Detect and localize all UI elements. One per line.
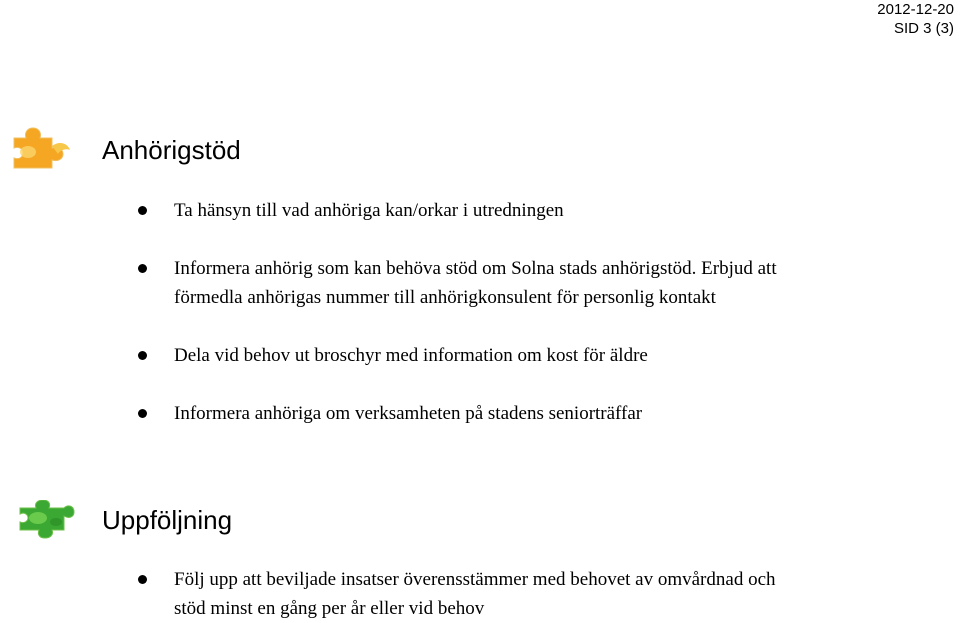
section-heading-uppfoljning: Uppföljning <box>102 505 233 535</box>
list-item <box>0 254 786 312</box>
document-date: 2012-12-20 <box>877 1 954 18</box>
list-item <box>0 196 786 225</box>
bullet-icon <box>138 351 147 360</box>
bullet-icon <box>138 409 147 418</box>
list-item <box>0 341 786 370</box>
green-puzzle-piece-icon <box>16 500 76 540</box>
list-item-text: Informera anhörig som kan behöva stöd om Solna stads anhörigstöd. Erbjud att förmedla anhörigas nummer till anhörigkonsulent för personlig kontakt <box>174 258 777 308</box>
bullet-icon <box>138 264 147 273</box>
page-number: SID 3 (3) <box>893 20 954 37</box>
list-item-text: Dela vid behov ut broschyr med information om kost för äldre <box>174 345 648 366</box>
list-item <box>0 565 786 623</box>
page-header-meta <box>877 0 954 38</box>
section-heading-anhorigstod: Anhörigstöd <box>102 135 241 165</box>
list-item-text: Informera anhöriga om verksamheten på stadens seniorträffar <box>174 403 643 424</box>
list-item <box>0 399 786 428</box>
uppfoljning-list <box>0 565 786 623</box>
bullet-icon <box>138 575 147 584</box>
anhorigstod-list <box>0 196 786 428</box>
bullet-icon <box>138 206 147 215</box>
list-item-text: Följ upp att beviljade insatser överensstämmer med behovet av omvårdnad och stöd minst en gång per år eller vid behov <box>174 569 776 619</box>
list-item-text: Ta hänsyn till vad anhöriga kan/orkar i utredningen <box>174 200 564 221</box>
orange-puzzle-piece-icon <box>8 126 72 170</box>
